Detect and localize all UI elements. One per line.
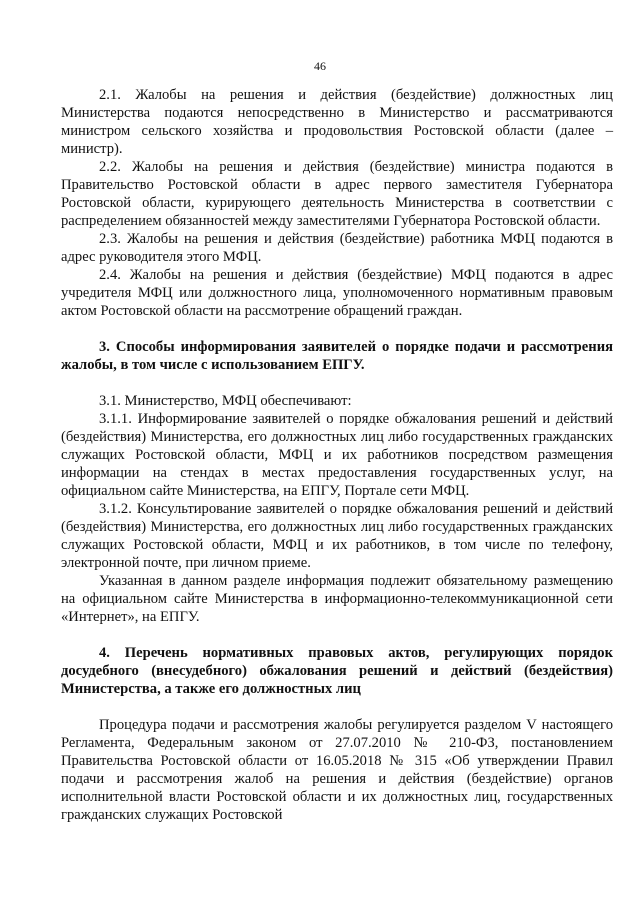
paragraph-3-1-2: 3.1.2. Консультирование заявителей о порядке обжалования решений и действий (бездействия) Министерства, его должностных лиц либо государственных гражданских служащих Ростовской области, МФЦ и их работников, в том числе по телефону, электронной почте, при личном приеме. [61, 501, 613, 571]
document-body [61, 86, 613, 824]
paragraph-2-3: 2.3. Жалобы на решения и действия (бездействие) работника МФЦ подаются в адрес руководителя этого МФЦ. [61, 231, 613, 265]
section-3-heading: 3. Способы информирования заявителей о порядке подачи и рассмотрения жалобы, в том числе с использованием ЕПГУ. [61, 339, 613, 373]
paragraph-2-2: 2.2. Жалобы на решения и действия (бездействие) министра подаются в Правительство Ростовской области в адрес первого заместителя Губернатора Ростовской области, курирующего деятельность Министерства в соответствии с распределением обязанностей между заместителями Губернатора Ростовской области. [61, 159, 613, 229]
page-number: 46 [314, 59, 326, 73]
paragraph-procedure: Процедура подачи и рассмотрения жалобы регулируется разделом V настоящего Регламента, Федеральным законом от 27.07.2010 № 210-ФЗ, постановлением Правительства Ростовской области от 16.05.2018 № 315 «Об утверждении Правил подачи и рассмотрения жалоб на решения и действия (бездействие) органов исполнительной власти Ростовской области и их должностных лиц, государственных гражданских служащих Ростовской [61, 717, 613, 823]
paragraph-2-1: 2.1. Жалобы на решения и действия (бездействие) должностных лиц Министерства подаются непосредственно в Министерство и рассматриваются министром сельского хозяйства и продовольствия Ростовской области (далее – министр). [61, 87, 613, 157]
section-4-heading: 4. Перечень нормативных правовых актов, регулирующих порядок досудебного (внесудебного) обжалования решений и действий (бездействия) Министерства, а также его должностных лиц [61, 645, 613, 697]
paragraph-2-4: 2.4. Жалобы на решения и действия (бездействие) МФЦ подаются в адрес учредителя МФЦ или должностного лица, уполномоченного нормативным правовым актом Ростовской области на рассмотрение обращений граждан. [61, 267, 613, 319]
paragraph-3-1-1: 3.1.1. Информирование заявителей о порядке обжалования решений и действий (бездействия) Министерства, его должностных лиц либо государственных гражданских служащих Ростовской области, МФЦ и их работников посредством размещения информации на стендах в местах предоставления государственных услуг, на официальном сайте Министерства, на ЕПГУ, Портале сети МФЦ. [61, 411, 613, 499]
paragraph-3-1: 3.1. Министерство, МФЦ обеспечивают: [99, 393, 352, 409]
paragraph-info-placement: Указанная в данном разделе информация подлежит обязательному размещению на официальном сайте Министерства в информационно-телекоммуникационной сети «Интернет», на ЕПГУ. [61, 573, 613, 625]
